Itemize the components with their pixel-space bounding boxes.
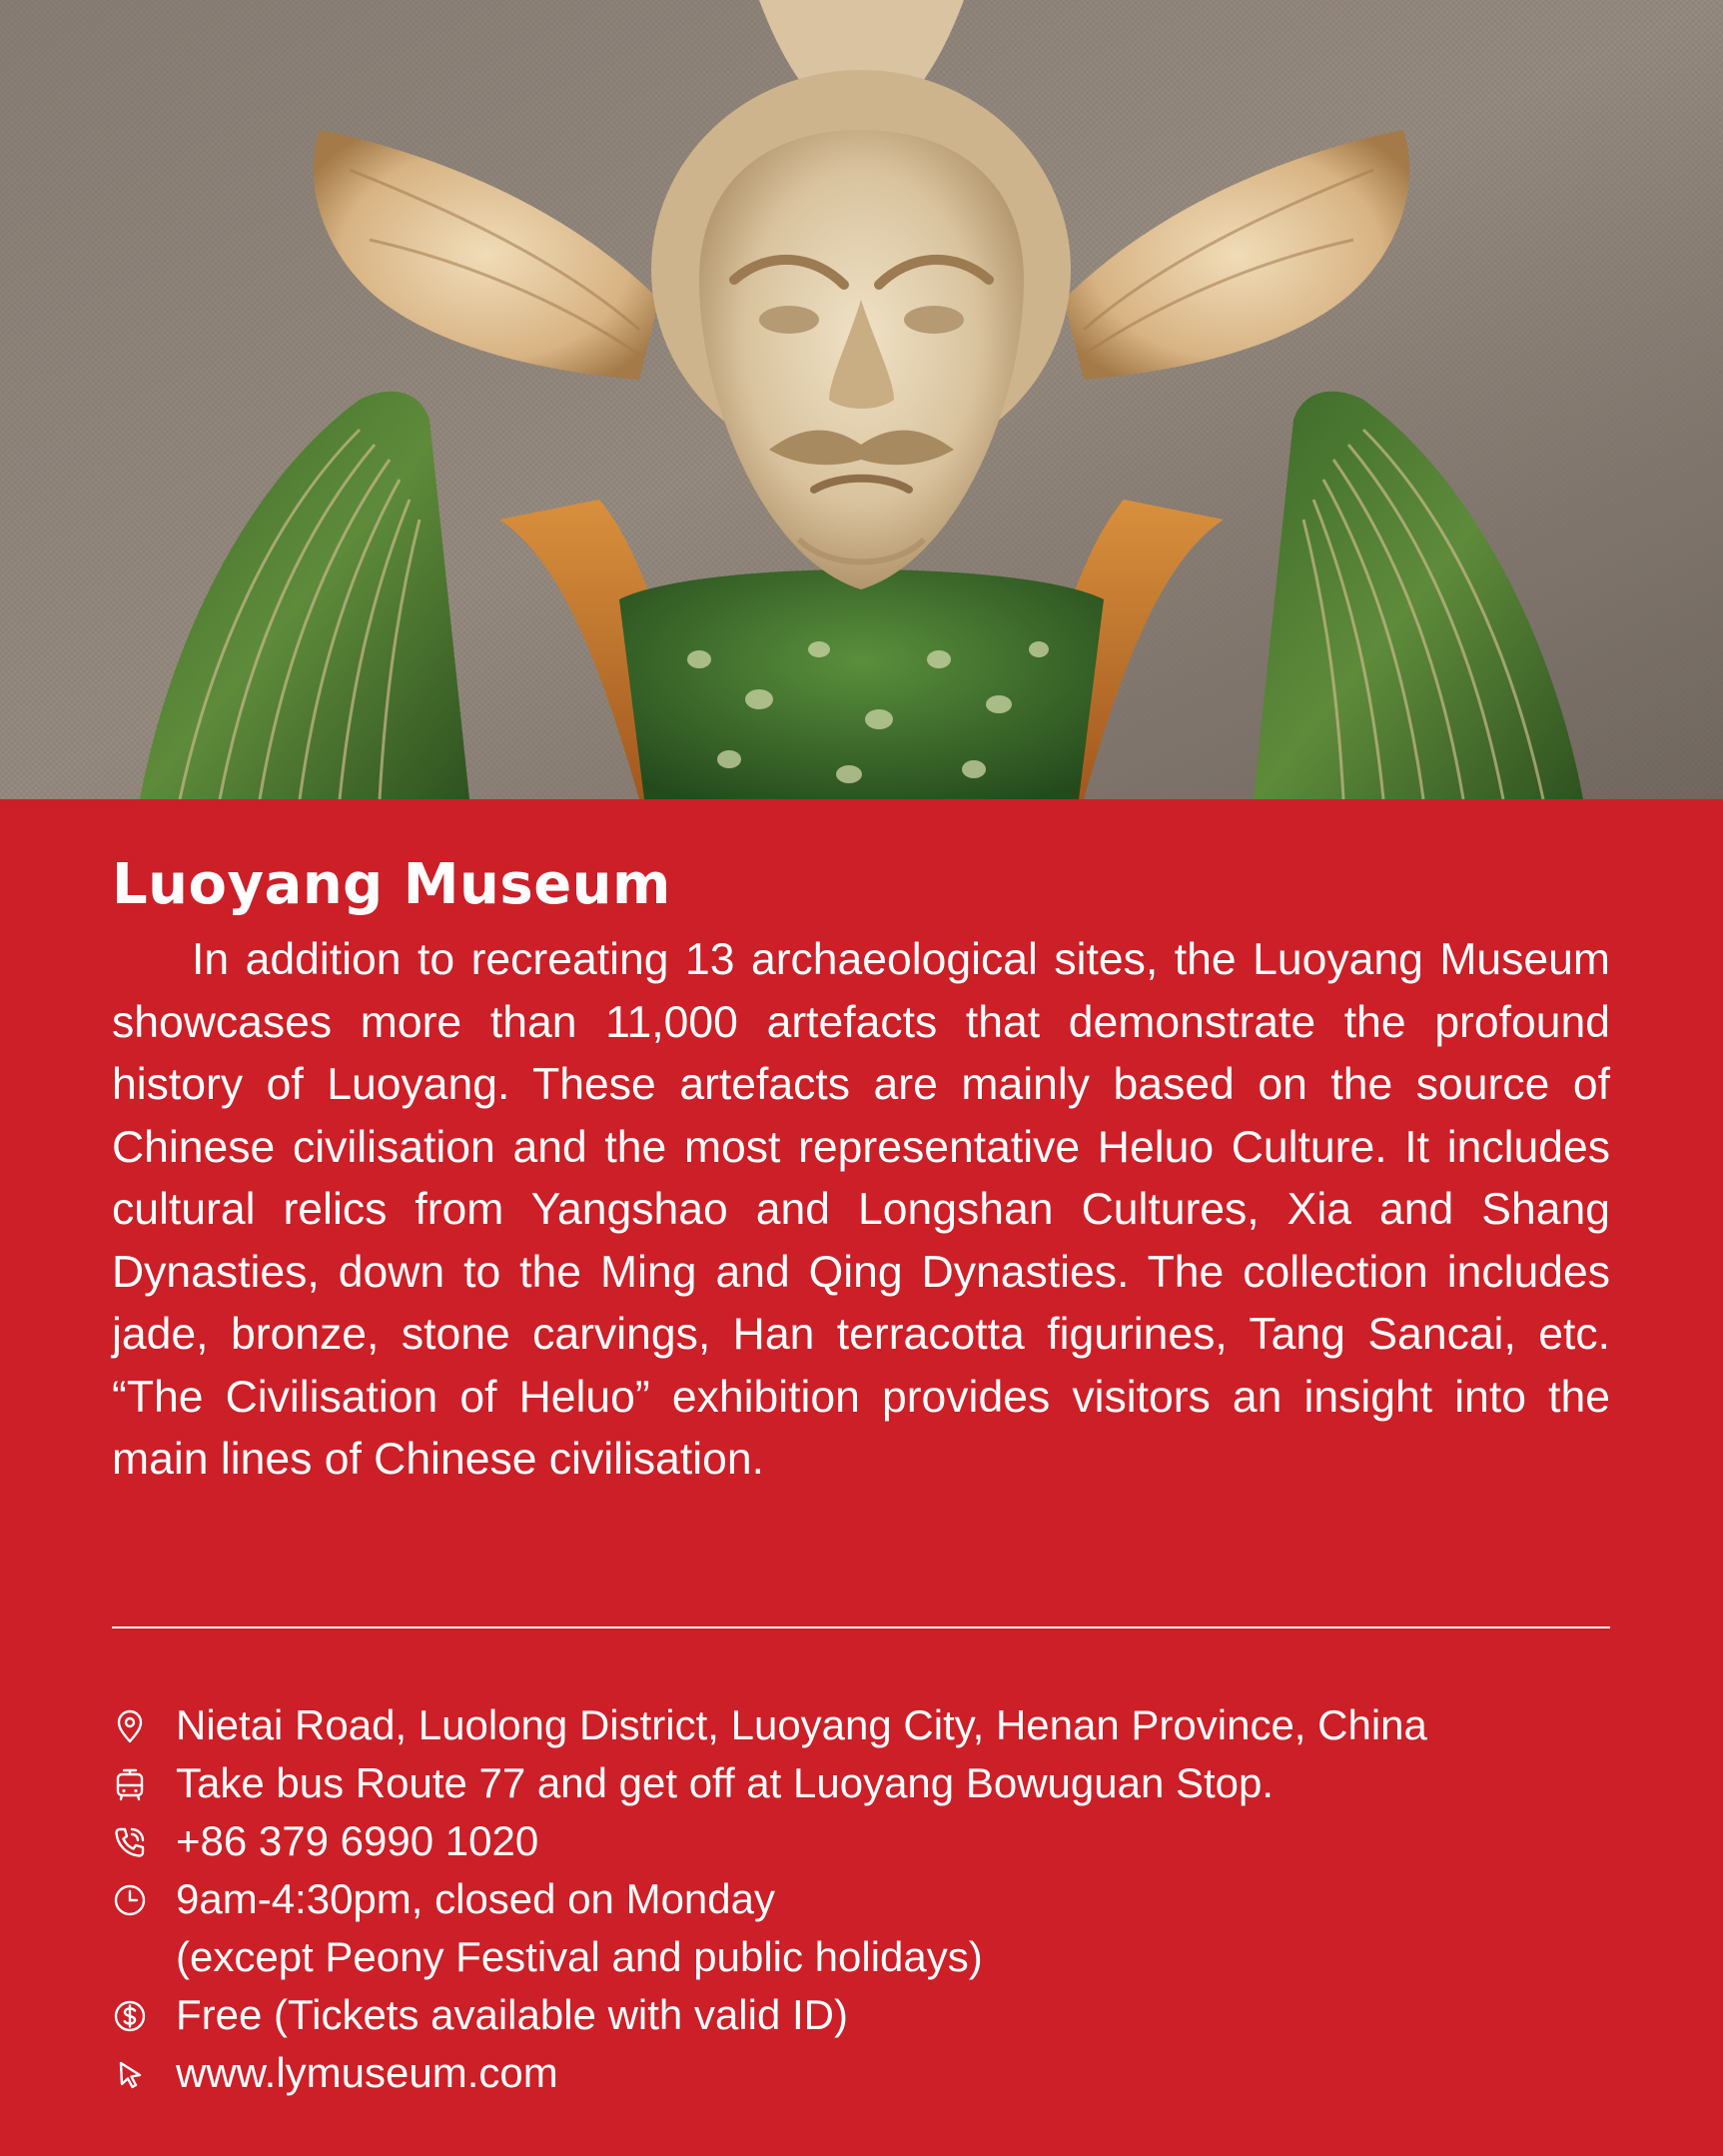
- hours-text-line2: (except Peony Festival and public holidays): [176, 1933, 983, 1980]
- description-paragraph: In addition to recreating 13 archaeological sites, the Luoyang Museum showcases more than 11,000 artefacts that demonstrate the profound history of Luoyang. These artefacts are mainly based on the source of Chinese civilisation and the most representative Heluo Culture. It includes cultural relics from Yangshao and Longshan Cultures, Xia and Shang Dynasties, down to the Ming and Qing Dynasties. The collection includes jade, bronze, stone carvings, Han terracotta figurines, Tang Sancai, etc. “The Civilisation of Heluo” exhibition provides visitors an insight into the main lines of Chinese civilisation.: [112, 935, 1610, 1484]
- dollar-coin-icon: [112, 1998, 148, 2034]
- website-link[interactable]: www.lymuseum.com: [176, 2049, 558, 2096]
- info-panel: [0, 799, 1723, 2156]
- hours-text-line1: 9am-4:30pm, closed on Monday: [176, 1875, 775, 1922]
- hero-photo: [0, 0, 1723, 799]
- phone-text: +86 379 6990 1020: [176, 1817, 539, 1864]
- phone-icon: [112, 1824, 148, 1860]
- website-item: [112, 2044, 1650, 2102]
- clock-icon: [112, 1882, 148, 1918]
- address-text: Nietai Road, Luolong District, Luoyang City, Henan Province, China: [176, 1701, 1427, 1748]
- phone-item: [112, 1812, 1650, 1870]
- cursor-icon: [112, 2056, 148, 2092]
- divider: [112, 1626, 1610, 1628]
- page-title: Luoyang Museum: [112, 852, 671, 917]
- visitor-info-list: [112, 1696, 1650, 2102]
- transport-text: Take bus Route 77 and get off at Luoyang Bowuguan Stop.: [176, 1759, 1275, 1806]
- bus-icon: [112, 1766, 148, 1802]
- admission-text: Free (Tickets available with valid ID): [176, 1991, 848, 2038]
- transport-item: [112, 1754, 1650, 1812]
- address-item: [112, 1696, 1650, 1754]
- hours-item: [112, 1870, 1650, 1986]
- sculpture-illustration: [0, 0, 1723, 799]
- location-pin-icon: [112, 1708, 148, 1744]
- admission-item: [112, 1986, 1650, 2044]
